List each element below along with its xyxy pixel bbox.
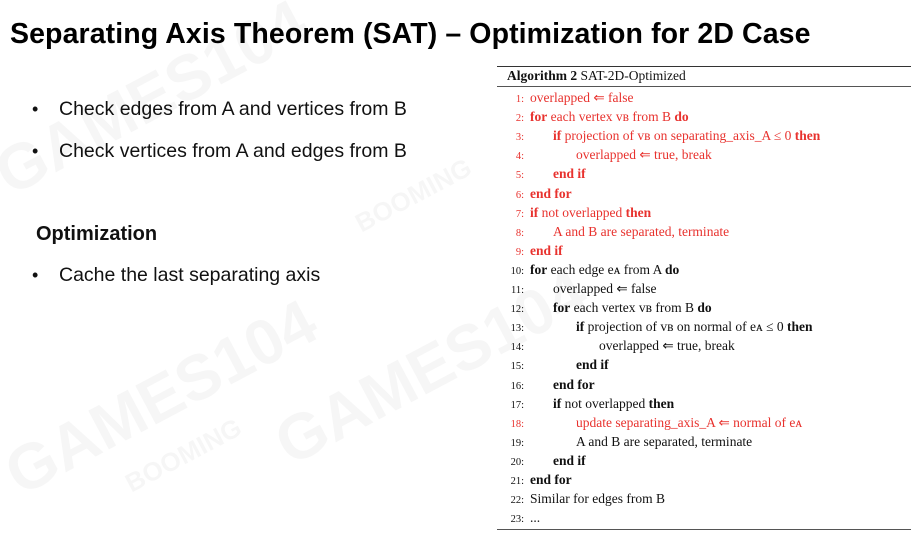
- algorithm-top-rule: [497, 66, 911, 67]
- keyword: then: [648, 395, 675, 411]
- line-number: 10:: [510, 265, 524, 277]
- algorithm-line: [497, 145, 712, 164]
- keyword: then: [794, 128, 821, 144]
- line-text: overlapped ⇐ false: [530, 90, 634, 105]
- keyword: if: [553, 128, 562, 144]
- line-code: [530, 262, 679, 277]
- line-code: [530, 300, 712, 315]
- line-code: [530, 186, 572, 201]
- line-number: 13:: [510, 323, 524, 335]
- algorithm-box: [497, 66, 911, 530]
- keyword: do: [665, 261, 680, 277]
- algorithm-line: [497, 222, 729, 241]
- watermark-games104: [0, 284, 329, 510]
- line-text: projection of vʙ on normal of eᴀ ≤ 0: [584, 319, 788, 335]
- line-number: 12:: [510, 304, 524, 316]
- keyword: then: [625, 204, 652, 220]
- line-code: [530, 109, 689, 124]
- line-text: Similar for edges from B: [530, 491, 665, 507]
- line-text: overlapped ⇐ true, break: [599, 338, 735, 354]
- line-number: 8:: [515, 227, 524, 239]
- keyword: end for: [530, 185, 572, 201]
- line-text: projection of vʙ on separating_axis_A ≤ 0: [561, 128, 795, 144]
- keyword: if: [530, 204, 539, 220]
- keyword: if: [553, 395, 562, 411]
- line-number: 11:: [510, 285, 524, 296]
- line-number: 6:: [515, 189, 524, 201]
- algorithm-line: [497, 203, 651, 222]
- keyword: do: [674, 109, 689, 125]
- line-text: not overlapped: [538, 204, 626, 220]
- bullet-text: Check vertices from A and edges from B: [59, 140, 407, 162]
- algorithm-caption: [507, 68, 686, 84]
- algorithm-line: [497, 336, 735, 355]
- keyword: end if: [553, 452, 586, 468]
- keyword: for: [553, 300, 571, 316]
- line-number: 16:: [510, 380, 524, 392]
- keyword: do: [697, 300, 712, 316]
- line-code: [530, 491, 665, 506]
- line-number: 23:: [510, 514, 524, 526]
- line-text: A and B are separated, terminate: [576, 433, 753, 449]
- keyword: end if: [553, 166, 586, 182]
- bullet-dot: •: [32, 141, 39, 161]
- line-number: 18:: [510, 418, 524, 430]
- line-number: 14:: [510, 342, 524, 354]
- algorithm-line: [497, 107, 689, 126]
- keyword: for: [530, 261, 548, 277]
- algorithm-line: [497, 164, 586, 183]
- line-number: 17:: [510, 399, 524, 411]
- watermark-booming: [120, 412, 247, 499]
- bullet-text: Cache the last separating axis: [59, 264, 321, 286]
- algorithm-name: SAT-2D-Optimized: [580, 68, 686, 83]
- line-text: ...: [530, 510, 541, 526]
- line-code: [530, 205, 651, 220]
- line-number: 2:: [515, 113, 524, 125]
- algorithm-line: [497, 355, 609, 374]
- line-number: 19:: [510, 437, 524, 449]
- keyword: end if: [576, 357, 609, 373]
- algorithm-line: [497, 489, 665, 508]
- algorithm-line: [497, 317, 813, 336]
- line-code: [530, 510, 540, 525]
- line-number: 1:: [515, 94, 524, 105]
- line-code: [530, 472, 572, 487]
- line-number: 15:: [510, 361, 524, 373]
- optimization-heading: Optimization: [36, 223, 158, 245]
- line-number: 7:: [515, 208, 524, 220]
- algorithm-line: [497, 432, 752, 451]
- line-code: [530, 147, 712, 162]
- line-number: 22:: [510, 495, 524, 507]
- bullet-text: Check edges from A and vertices from B: [59, 98, 407, 120]
- line-code: [530, 281, 657, 296]
- line-code: [530, 357, 609, 372]
- algorithm-line: [497, 451, 586, 470]
- line-code: [530, 396, 674, 411]
- algorithm-line: [497, 279, 657, 298]
- line-number: 21:: [510, 476, 524, 487]
- line-text: overlapped ⇐ false: [553, 281, 657, 296]
- line-number: 5:: [515, 170, 524, 182]
- line-number: 3:: [515, 132, 524, 144]
- keyword: end for: [530, 472, 572, 487]
- algorithm-line: [497, 375, 595, 394]
- line-code: [530, 224, 729, 239]
- line-code: [530, 90, 634, 105]
- line-code: [530, 128, 820, 143]
- algorithm-line: [497, 508, 540, 527]
- algorithm-line: [497, 298, 712, 317]
- algorithm-line: [497, 394, 674, 413]
- line-text: A and B are separated, terminate: [553, 223, 730, 239]
- line-text: each vertex vʙ from B: [570, 300, 698, 316]
- line-number: 20:: [510, 456, 524, 468]
- keyword: then: [787, 319, 813, 335]
- bullet-dot: •: [32, 265, 39, 285]
- slide-title: Separating Axis Theorem (SAT) – Optimization for 2D Case: [10, 18, 811, 50]
- line-number: 9:: [515, 246, 524, 258]
- keyword: end for: [553, 376, 595, 392]
- line-code: [530, 434, 752, 449]
- bullet-item: [0, 140, 407, 163]
- algorithm-bottom-rule: [497, 529, 911, 530]
- line-code: [530, 243, 563, 258]
- algorithm-caption-rule: [497, 86, 911, 87]
- watermark-booming: [350, 152, 477, 239]
- bullet-item: [0, 98, 407, 121]
- line-text: each vertex vʙ from B: [547, 109, 675, 125]
- line-text: overlapped ⇐ true, break: [576, 147, 712, 163]
- line-code: [530, 415, 802, 430]
- algorithm-line: [497, 184, 572, 203]
- keyword: for: [530, 109, 548, 125]
- algorithm-line: [497, 241, 563, 260]
- line-text: each edge eᴀ from A: [547, 261, 665, 277]
- algorithm-line: [497, 260, 679, 279]
- line-code: [530, 338, 735, 353]
- line-code: [530, 166, 586, 181]
- line-text: update separating_axis_A ⇐ normal of eᴀ: [576, 414, 803, 430]
- line-code: [530, 319, 813, 334]
- algorithm-line: [497, 413, 802, 432]
- keyword: end if: [530, 242, 563, 258]
- line-code: [530, 377, 595, 392]
- algorithm-line: [497, 126, 820, 145]
- line-text: not overlapped: [561, 395, 649, 411]
- algorithm-line: [497, 470, 572, 489]
- keyword: if: [576, 319, 585, 335]
- algorithm-label: Algorithm 2: [507, 68, 578, 83]
- line-number: 4:: [515, 151, 524, 163]
- line-code: [530, 453, 586, 468]
- bullet-item: [0, 264, 320, 287]
- bullet-dot: •: [32, 99, 39, 119]
- algorithm-line: [497, 88, 634, 107]
